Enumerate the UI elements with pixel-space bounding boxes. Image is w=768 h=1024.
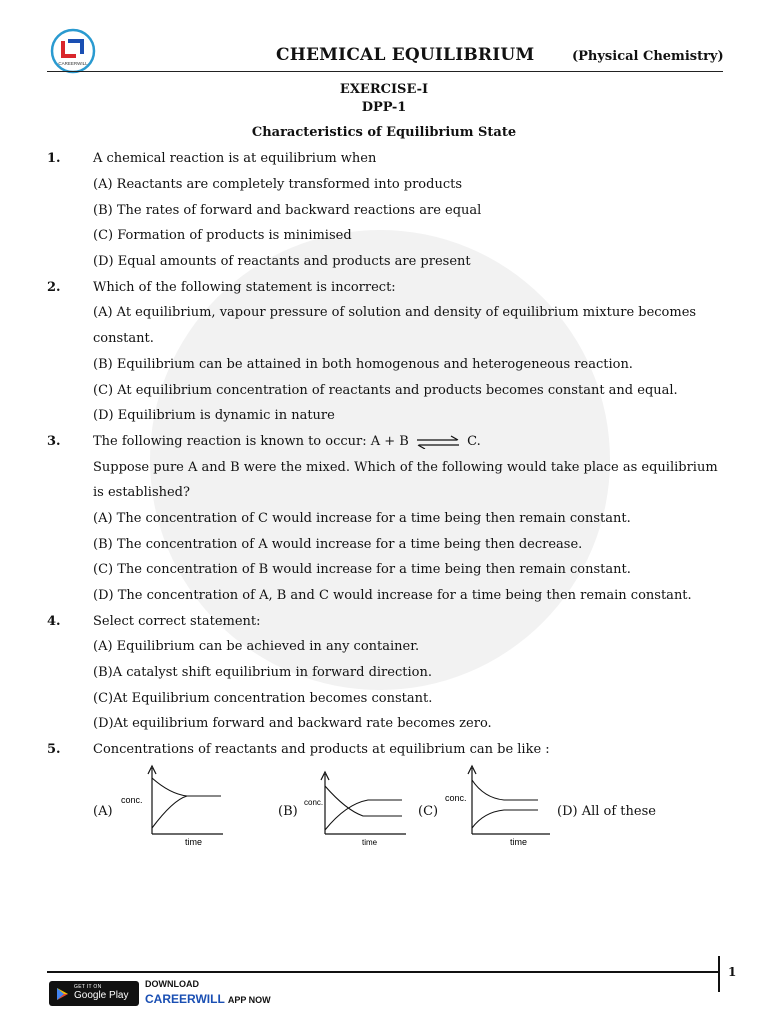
question-number: 1. (47, 151, 61, 166)
header-rule (47, 71, 723, 72)
footer-vertical-rule (718, 956, 720, 992)
subject-label: (Physical Chemistry) (572, 49, 724, 64)
page-number: 1 (728, 965, 737, 979)
question-text (93, 434, 481, 450)
option-label-b: (B) (278, 804, 298, 819)
option: (B)A catalyst shift equilibrium in forward direction. (93, 665, 432, 680)
question-number: 3. (47, 434, 61, 449)
dpp-heading: DPP-1 (361, 100, 407, 115)
question-number: 2. (47, 280, 61, 295)
graph-ylabel: conc. (121, 795, 143, 805)
option: constant. (93, 331, 154, 346)
option: (A) The concentration of C would increase for a time being then remain constant. (93, 511, 631, 526)
graph-ylabel: conc. (445, 793, 467, 803)
badge-big-text: Google Play (74, 990, 129, 1001)
question-text-tail: C. (467, 434, 481, 449)
badge-small-text: GET IT ON (74, 984, 102, 990)
question-text-head: The following reaction is known to occur: A + B (93, 434, 409, 449)
option: (D) The concentration of A, B and C would increase for a time being then remain constant. (93, 588, 692, 603)
footer-rule (47, 971, 719, 973)
option-label-c: (C) (418, 804, 439, 819)
option: (A) Reactants are completely transformed into products (93, 177, 463, 192)
careerwill-logo (50, 28, 96, 74)
question-subtext: Suppose pure A and B were the mixed. Which of the following would take place as equilibrium (93, 460, 718, 475)
google-play-badge[interactable] (49, 981, 139, 1006)
download-label: DOWNLOAD (145, 979, 199, 989)
option: (B) Equilibrium can be attained in both homogenous and heterogeneous reaction. (93, 357, 633, 372)
graph-ylabel: conc. (304, 798, 324, 807)
option: (D) Equal amounts of reactants and products are present (93, 254, 471, 269)
question-text: Select correct statement: (93, 614, 261, 629)
graph-xlabel: time (510, 837, 528, 847)
svg-text:CAREERWILL: CAREERWILL (58, 61, 88, 66)
graph-xlabel: time (362, 838, 378, 847)
google-play-icon (56, 987, 69, 1001)
graph-xlabel: time (185, 837, 203, 847)
question-text: Concentrations of reactants and products at equilibrium can be like : (93, 742, 550, 757)
app-now-label: APP NOW (227, 995, 271, 1005)
graph-c (442, 762, 557, 850)
exercise-heading: EXERCISE-I (339, 82, 429, 97)
option-label-d: (D) All of these (557, 804, 656, 819)
equilibrium-arrows-icon (415, 435, 461, 449)
question-text: Which of the following statement is incorrect: (93, 280, 396, 295)
option: (C) Formation of products is minimised (93, 228, 352, 243)
graph-a (115, 762, 240, 850)
option: (A) At equilibrium, vapour pressure of solution and density of equilibrium mixture becomes (93, 305, 697, 320)
option: (D)At equilibrium forward and backward rate becomes zero. (93, 716, 492, 731)
app-promo (145, 992, 271, 1006)
option: (C) The concentration of B would increase for a time being then remain constant. (93, 562, 631, 577)
brand-name: CAREERWILL (145, 992, 225, 1006)
question-number: 4. (47, 614, 61, 629)
option: (B) The rates of forward and backward reactions are equal (93, 203, 482, 218)
option: (C) At equilibrium concentration of reactants and products becomes constant and equal. (93, 383, 678, 398)
graph-b (298, 768, 413, 850)
section-title: Characteristics of Equilibrium State (251, 125, 517, 140)
option: (C)At Equilibrium concentration becomes constant. (93, 691, 433, 706)
option: (A) Equilibrium can be achieved in any container. (93, 639, 420, 654)
question-number: 5. (47, 742, 61, 757)
question-text: A chemical reaction is at equilibrium when (93, 151, 377, 166)
option: (D) Equilibrium is dynamic in nature (93, 408, 335, 423)
question-subtext: is established? (93, 485, 190, 500)
option-label-a: (A) (93, 804, 113, 819)
option: (B) The concentration of A would increase for a time being then decrease. (93, 537, 583, 552)
page-title: CHEMICAL EQUILIBRIUM (276, 45, 535, 65)
